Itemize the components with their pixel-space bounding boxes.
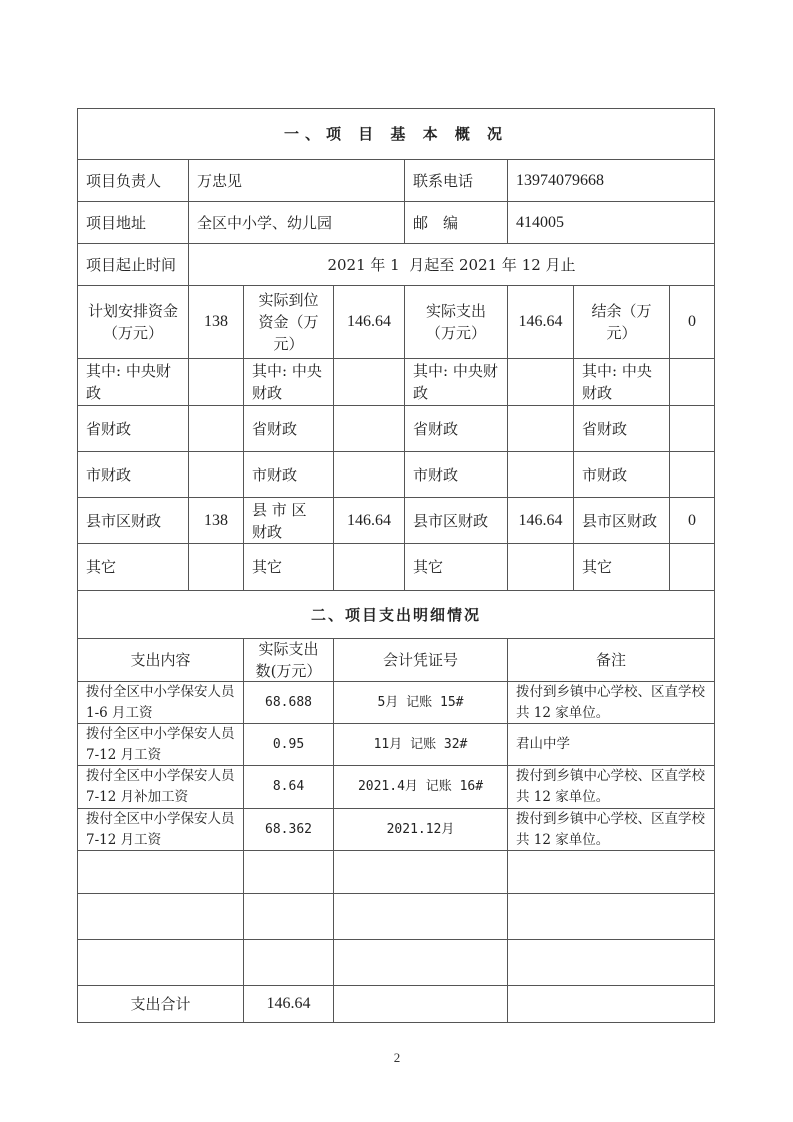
detail-row-empty-cell (508, 940, 714, 986)
detail-row-note: 拨付到乡镇中心学校、区直学校共 12 家单位。 (508, 809, 714, 851)
fund-row-v3-cell (508, 359, 574, 406)
fund-row-v2-cell (334, 452, 405, 498)
fund-row-c3-cell: 省财政 (405, 406, 508, 452)
fund-row-v4-cell (670, 452, 714, 498)
detail-row-amount: 68.362 (244, 809, 334, 851)
detail-row-amount: 8.64 (244, 766, 334, 809)
fund-row-c3-cell: 其它 (405, 544, 508, 591)
fund-row-v2-cell: 146.64 (334, 498, 405, 544)
phone-value: 13974079668 (508, 160, 714, 202)
fund-row-c1-cell: 其中: 中央财政 (78, 359, 189, 406)
fund-row-c2-cell: 省财政 (244, 406, 334, 452)
received-funds-label: 实际到位资金（万元） (244, 286, 334, 359)
fund-row-v1-cell (189, 452, 244, 498)
fund-row-v3-cell (508, 406, 574, 452)
spent-funds-label: 实际支出（万元） (405, 286, 508, 359)
detail-row-note: 拨付到乡镇中心学校、区直学校共 12 家单位。 (508, 766, 714, 809)
fund-row-c4-cell: 省财政 (574, 406, 670, 452)
detail-row-content: 拨付全区中小学保安人员 1-6 月工资 (78, 682, 244, 724)
fund-row-v1-cell (189, 544, 244, 591)
fund-row-c4-cell: 其它 (574, 544, 670, 591)
detail-row-empty-cell (334, 851, 508, 894)
leader-label: 项目负责人 (78, 160, 189, 202)
fund-row-v2-cell (334, 544, 405, 591)
fund-row-v4-cell (670, 359, 714, 406)
detail-row-note: 君山中学 (508, 724, 714, 766)
detail-row-empty-cell (78, 940, 244, 986)
detail-row-empty-cell (244, 940, 334, 986)
period-label: 项目起止时间 (78, 244, 189, 286)
detail-row-empty-cell (244, 851, 334, 894)
total-voucher-empty (334, 986, 508, 1022)
detail-row-content: 拨付全区中小学保安人员 7-12 月工资 (78, 724, 244, 766)
detail-row-content: 拨付全区中小学保安人员 7-12 月补加工资 (78, 766, 244, 809)
fund-row-v1-cell (189, 406, 244, 452)
fund-row-v1-cell (189, 359, 244, 406)
received-funds-value: 146.64 (334, 286, 405, 359)
detail-row-voucher: 2021.12月 (334, 809, 508, 851)
fund-row-c1-cell: 省财政 (78, 406, 189, 452)
total-note-empty (508, 986, 714, 1022)
detail-row-empty-cell (334, 940, 508, 986)
detail-row-amount: 68.688 (244, 682, 334, 724)
postcode-label: 邮 编 (405, 202, 508, 244)
fund-row-c4-cell: 其中: 中央财政 (574, 359, 670, 406)
fund-row-c4-cell: 市财政 (574, 452, 670, 498)
section1-title: 一、项 目 基 本 概 况 (78, 109, 714, 160)
address-label: 项目地址 (78, 202, 189, 244)
fund-row-v1-cell: 138 (189, 498, 244, 544)
period-value: 2021 年 1 月起至 2021 年 12 月止 (189, 244, 714, 286)
balance-label: 结余（万元） (574, 286, 670, 359)
header-voucher: 会计凭证号 (334, 639, 508, 682)
phone-label: 联系电话 (405, 160, 508, 202)
fund-row-c3-cell: 其中: 中央财政 (405, 359, 508, 406)
detail-row-empty-cell (244, 894, 334, 940)
fund-row-c2-cell: 其它 (244, 544, 334, 591)
section2-title: 二、项目支出明细情况 (78, 591, 714, 639)
fund-row-c3-cell: 市财政 (405, 452, 508, 498)
fund-row-v4-cell (670, 406, 714, 452)
header-content: 支出内容 (78, 639, 244, 682)
detail-row-content: 拨付全区中小学保安人员 7-12 月工资 (78, 809, 244, 851)
fund-row-c2-cell: 县 市 区 财政 (244, 498, 334, 544)
fund-row-c3-cell: 县市区财政 (405, 498, 508, 544)
fund-row-v2-cell (334, 406, 405, 452)
total-label: 支出合计 (78, 986, 244, 1022)
spent-funds-value: 146.64 (508, 286, 574, 359)
page-number: 2 (393, 1050, 401, 1065)
detail-row-voucher: 2021.4月 记账 16# (334, 766, 508, 809)
detail-row-amount: 0.95 (244, 724, 334, 766)
fund-row-v3-cell (508, 544, 574, 591)
project-summary-table (77, 108, 715, 1023)
leader-value: 万忠见 (189, 160, 405, 202)
fund-row-c4-cell: 县市区财政 (574, 498, 670, 544)
detail-row-note: 拨付到乡镇中心学校、区直学校共 12 家单位。 (508, 682, 714, 724)
fund-row-c2-cell: 市财政 (244, 452, 334, 498)
detail-row-voucher: 11月 记账 32# (334, 724, 508, 766)
detail-row-empty-cell (334, 894, 508, 940)
header-note: 备注 (508, 639, 714, 682)
planned-funds-label: 计划安排资金（万元） (78, 286, 189, 359)
detail-row-empty-cell (508, 894, 714, 940)
planned-funds-value: 138 (189, 286, 244, 359)
balance-value: 0 (670, 286, 714, 359)
header-amount: 实际支出数(万元） (244, 639, 334, 682)
fund-row-v3-cell (508, 452, 574, 498)
detail-row-voucher: 5月 记账 15# (334, 682, 508, 724)
postcode-value: 414005 (508, 202, 714, 244)
detail-row-empty-cell (508, 851, 714, 894)
fund-row-v4-cell: 0 (670, 498, 714, 544)
fund-row-c1-cell: 县市区财政 (78, 498, 189, 544)
total-value: 146.64 (244, 986, 334, 1022)
detail-row-empty-cell (78, 894, 244, 940)
fund-row-c2-cell: 其中: 中央财政 (244, 359, 334, 406)
fund-row-v2-cell (334, 359, 405, 406)
address-value: 全区中小学、幼儿园 (189, 202, 405, 244)
fund-row-v3-cell: 146.64 (508, 498, 574, 544)
detail-row-empty-cell (78, 851, 244, 894)
fund-row-c1-cell: 其它 (78, 544, 189, 591)
fund-row-c1-cell: 市财政 (78, 452, 189, 498)
fund-row-v4-cell (670, 544, 714, 591)
